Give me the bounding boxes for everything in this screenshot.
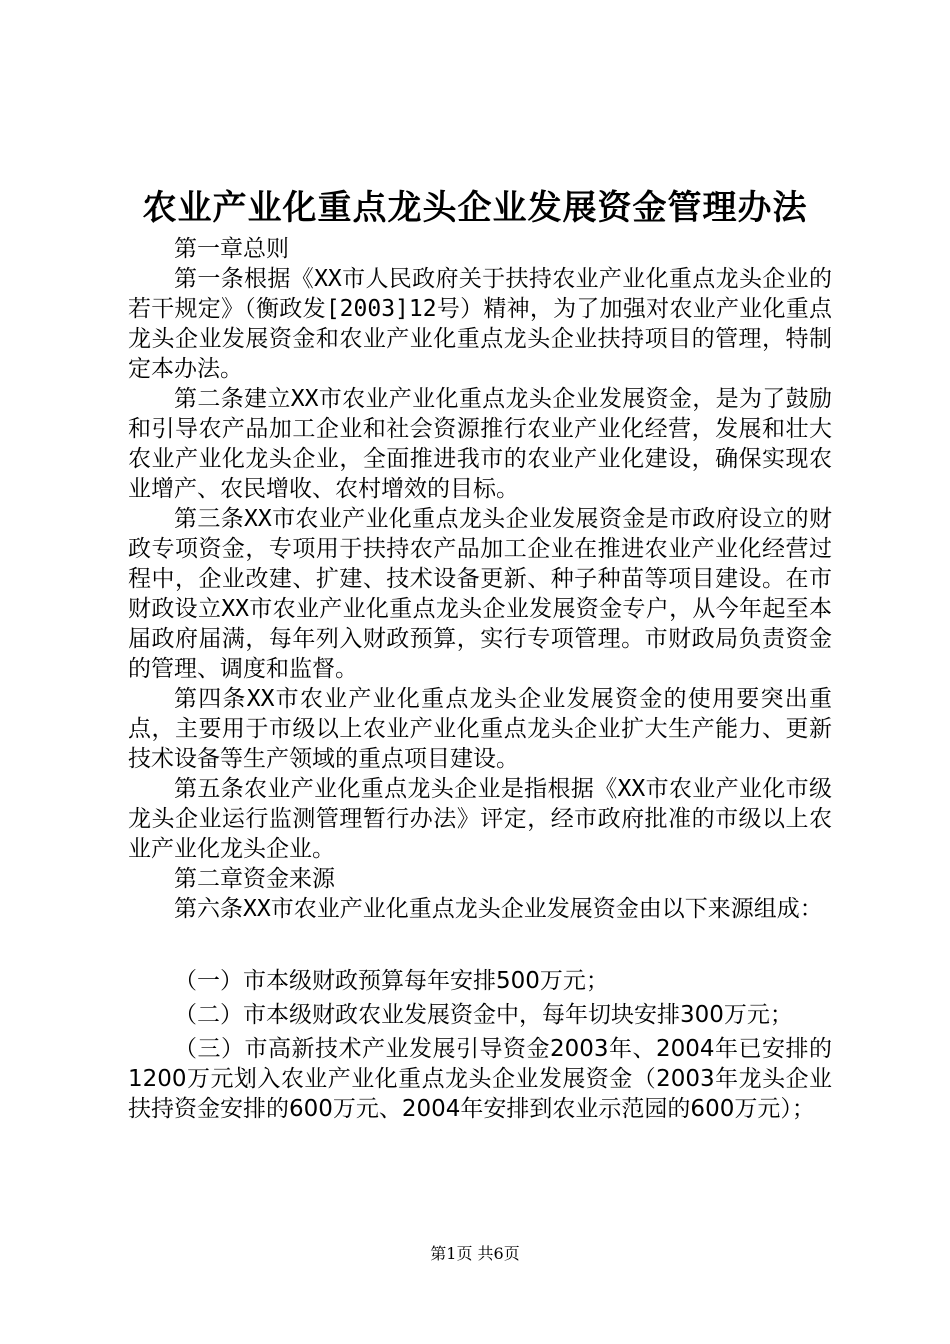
document-body <box>128 234 832 924</box>
article-4: 第四条XX市农业产业化重点龙头企业发展资金的使用要突出重点，主要用于市级以上农业产业化重点龙头企业扩大生产能力、更新技术设备等生产领域的重点项目建设。 <box>128 686 832 772</box>
article-2: 第二条建立XX市农业产业化重点龙头企业发展资金，是为了鼓励和引导农产品加工企业和社会资源推行农业产业化经营，发展和壮大农业产业化龙头企业，全面推进我市的农业产业化建设，确保实现农业增产、农民增收、农村增效的目标。 <box>128 386 832 502</box>
page-indicator: 第1页 共6页 <box>430 1244 520 1263</box>
chapter-heading-2: 第二章资金来源 <box>174 866 335 892</box>
document-title: 农业产业化重点龙头企业发展资金管理办法 <box>142 188 808 228</box>
chapter-heading-1: 第一章总则 <box>174 236 289 262</box>
article-5: 第五条农业产业化重点龙头企业是指根据《XX市农业产业化市级龙头企业运行监测管理暂行办法》评定，经市政府批准的市级以上农业产业化龙头企业。 <box>128 776 832 862</box>
funding-sources-list <box>128 966 832 1128</box>
funding-item-3: （三）市高新技术产业发展引导资金2003年、2004年已安排的1200万元划入农业产业化重点龙头企业发展资金（2003年龙头企业扶持资金安排的600万元、2004年安排到农业示范园的600万元）； <box>128 1036 832 1122</box>
article-1: 第一条根据《XX市人民政府关于扶持农业产业化重点龙头企业的若干规定》（衡政发[2003]12号）精神，为了加强对农业产业化重点龙头企业发展资金和农业产业化重点龙头企业扶持项目的管理，特制定本办法。 <box>128 266 832 382</box>
funding-item-2: （二）市本级财政农业发展资金中，每年切块安排300万元； <box>174 1002 793 1028</box>
article-3: 第三条XX市农业产业化重点龙头企业发展资金是市政府设立的财政专项资金，专项用于扶持农产品加工企业在推进农业产业化经营过程中，企业改建、扩建、技术设备更新、种子种苗等项目建设。在市财政设立XX市农业产业化重点龙头企业发展资金专户，从今年起至本届政府届满，每年列入财政预算，实行专项管理。市财政局负责资金的管理、调度和监督。 <box>128 506 832 682</box>
article-6: 第六条XX市农业产业化重点龙头企业发展资金由以下来源组成： <box>174 896 823 922</box>
funding-item-1: （一）市本级财政预算每年安排500万元； <box>174 968 609 994</box>
